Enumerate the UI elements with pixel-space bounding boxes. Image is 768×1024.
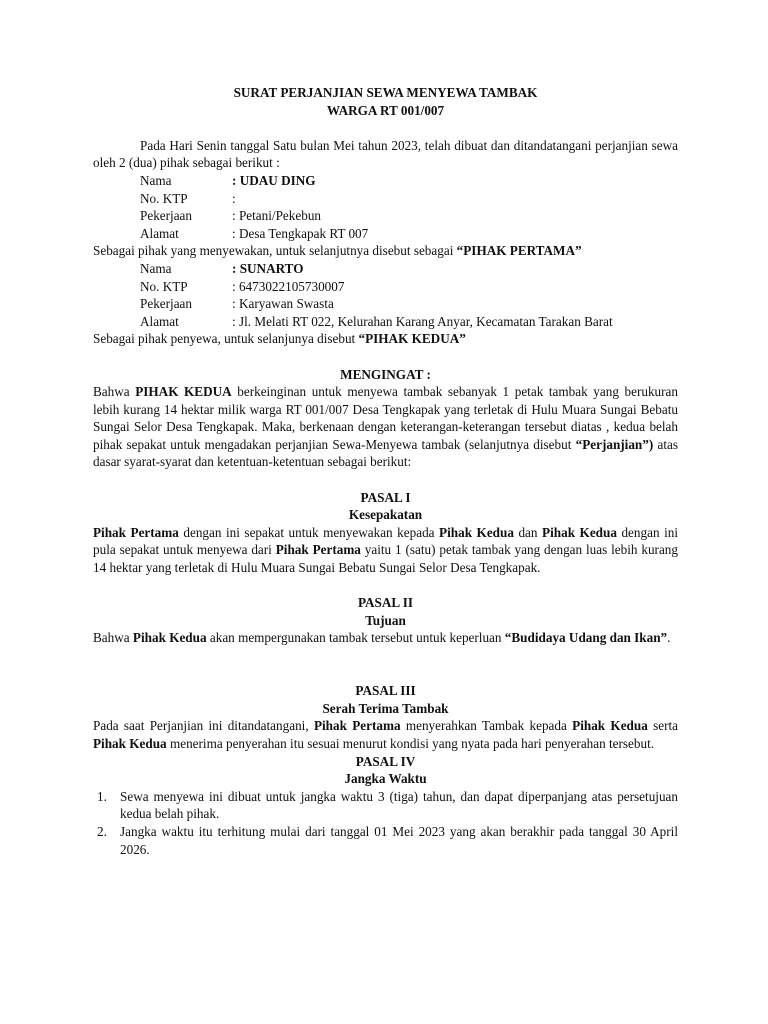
pasal3-subheading: Serah Terima Tambak — [322, 700, 449, 716]
party2-nama: : SUNARTO — [232, 260, 304, 276]
document-title: SURAT PERJANJIAN SEWA MENYEWA TAMBAK — [233, 85, 538, 100]
mengingat-heading: MENGINGAT : — [340, 366, 431, 382]
party1-ktp-row — [93, 190, 678, 208]
label-pekerjaan: Pekerjaan — [140, 208, 192, 224]
pasal2-subheading: Tujuan — [365, 612, 406, 628]
party2-block — [93, 260, 678, 330]
party2-ktp: : 6473022105730007 — [232, 278, 345, 294]
label-alamat: Alamat — [140, 313, 179, 329]
pasal4-list — [93, 788, 678, 858]
party2-role-text: Sebagai pihak penyewa, untuk selanjunya disebut — [93, 331, 359, 347]
document-subtitle: WARGA RT 001/007 — [326, 102, 445, 118]
list-item — [93, 788, 678, 823]
list-text: Jangka waktu itu terhitung mulai dari tanggal 01 Mei 2023 yang akan berakhir pada tanggal 30 April 2026. — [120, 823, 678, 857]
party2-role-name: “PIHAK KEDUA” — [358, 331, 466, 347]
party2-alamat-row — [93, 313, 678, 331]
pasal4-subheading: Jangka Waktu — [344, 771, 427, 787]
party1-role-name: “PIHAK PERTAMA” — [456, 243, 582, 259]
label-ktp: No. KTP — [140, 190, 188, 206]
mengingat-paragraph: Bahwa PIHAK KEDUA berkeinginan untuk menyewa tambak sebanyak 1 petak tambak yang berukuran lebih kurang 14 hektar milik warga RT 001/007 Desa Tengkapak yang terletak di Hulu Muara Sungai Bebatu Sungai Selor Desa Tengkapak. Maka, berkenaan dengan keterangan-keterangan tersebut diatas , kedua belah pihak sepakat untuk mengadakan perjanjian Sewa-Menyewa tambak (selanjutnya disebut “Perjanjian”) atas dasar syarat-syarat dan ketentuan-ketentuan sebagai berikut: — [93, 384, 678, 470]
pasal3-heading: PASAL III — [355, 683, 416, 699]
label-nama: Nama — [140, 172, 172, 188]
intro-paragraph: Pada Hari Senin tanggal Satu bulan Mei tahun 2023, telah dibuat dan ditandatangani perjanjian sewa oleh 2 (dua) pihak sebagai berikut : — [93, 137, 678, 171]
party2-nama-row — [93, 260, 678, 278]
list-text: Sewa menyewa ini dibuat untuk jangka waktu 3 (tiga) tahun, dan dapat diperpanjang atas persetujuan kedua belah pihak. — [120, 788, 678, 822]
pasal1-paragraph: Pihak Pertama dengan ini sepakat untuk menyewakan kepada Pihak Kedua dan Pihak Kedua dengan ini pula sepakat untuk menyewa dari Pihak Pertama yaitu 1 (satu) petak tambak yang dengan luas lebih kurang 14 hektar yang terletak di Hulu Muara Sungai Bebatu Sungai Selor Desa Tengkapak. — [93, 524, 678, 576]
party2-pekerjaan: : Karyawan Swasta — [232, 296, 334, 312]
party2-alamat: : Jl. Melati RT 022, Kelurahan Karang Anyar, Kecamatan Tarakan Barat — [232, 313, 613, 329]
pasal1-subheading: Kesepakatan — [348, 507, 423, 523]
party1-nama: : UDAU DING — [232, 172, 316, 188]
party1-alamat: : Desa Tengkapak RT 007 — [232, 225, 369, 241]
pasal3-paragraph: Pada saat Perjanjian ini ditandatangani, Pihak Pertama menyerahkan Tambak kepada Pihak Kedua serta Pihak Kedua menerima penyerahan itu sesuai menurut kondisi yang nyata pada hari penyerahan tersebut. — [93, 718, 679, 751]
party2-role — [93, 330, 678, 348]
party2-ktp-row — [93, 278, 678, 296]
party1-role — [93, 242, 678, 260]
party1-alamat-row — [93, 225, 678, 243]
label-alamat: Alamat — [140, 225, 179, 241]
party2-pekerjaan-row — [93, 295, 678, 313]
pasal4-heading: PASAL IV — [355, 753, 416, 769]
pasal1-heading: PASAL I — [360, 489, 411, 505]
list-item — [93, 823, 678, 858]
pasal2-paragraph: Bahwa Pihak Kedua akan mempergunakan tambak tersebut untuk keperluan “Budidaya Udang dan Ikan”. — [93, 630, 671, 646]
party1-pekerjaan: : Petani/Pekebun — [232, 208, 322, 224]
list-number: 2. — [97, 823, 107, 839]
party1-block — [93, 172, 678, 242]
list-number: 1. — [97, 788, 107, 804]
party1-role-text: Sebagai pihak yang menyewakan, untuk selanjutnya disebut sebagai — [93, 243, 457, 259]
pasal2-heading: PASAL II — [357, 595, 414, 611]
label-ktp: No. KTP — [140, 278, 188, 294]
label-pekerjaan: Pekerjaan — [140, 296, 192, 312]
party1-pekerjaan-row — [93, 207, 678, 225]
label-nama: Nama — [140, 260, 172, 276]
party1-nama-row — [93, 172, 678, 190]
party1-ktp: : — [232, 190, 236, 206]
